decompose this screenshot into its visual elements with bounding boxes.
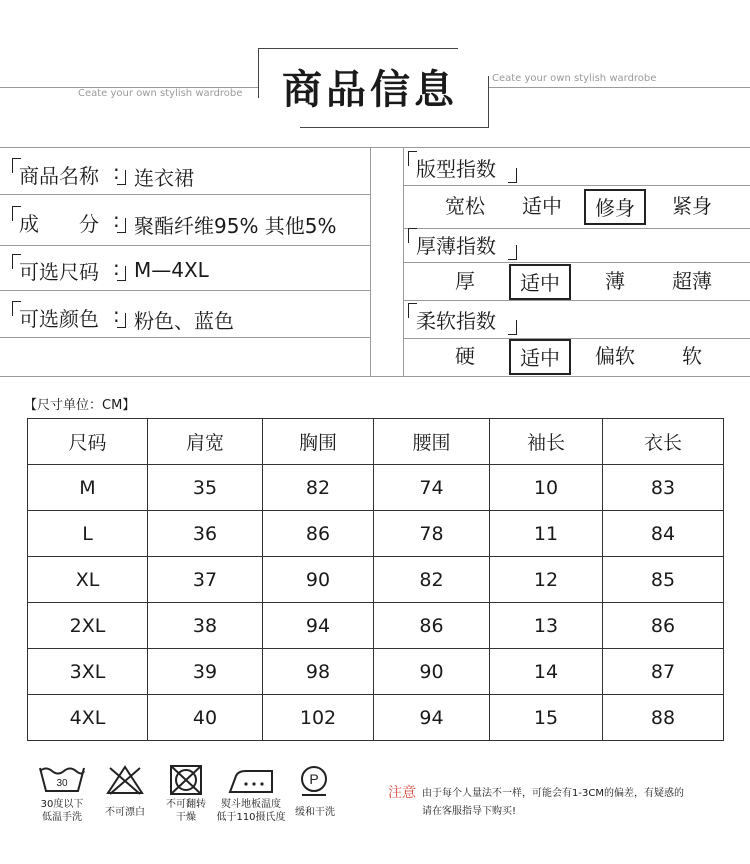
- table-cell: 86: [263, 511, 374, 557]
- table-header: 袖长: [490, 419, 603, 465]
- info-value: 连衣裙: [134, 166, 194, 190]
- index-rule: [403, 185, 750, 186]
- info-label: 可选尺码: [19, 260, 99, 284]
- info-label: 可选颜色: [19, 307, 99, 331]
- header-subtitle-right: Ceate your own stylish wardrobe: [492, 73, 657, 84]
- softness-option-hard: 硬: [455, 344, 475, 368]
- softness-option-very-soft: 软: [682, 344, 702, 368]
- table-cell: 38: [148, 603, 263, 649]
- table-header: 肩宽: [148, 419, 263, 465]
- info-row-rule: [0, 245, 370, 246]
- table-cell: 82: [263, 465, 374, 511]
- table-cell: 90: [263, 557, 374, 603]
- iron-low-icon: [226, 766, 278, 796]
- table-cell: 10: [490, 465, 603, 511]
- info-top-rule: [0, 147, 750, 148]
- softness-option-soft: 偏软: [595, 344, 635, 368]
- info-colon: :: [113, 160, 120, 184]
- table-header: 胸围: [263, 419, 374, 465]
- note-title: 注意: [388, 785, 416, 801]
- table-cell: 85: [603, 557, 724, 603]
- info-label: 成 分: [19, 212, 99, 236]
- table-cell: 12: [490, 557, 603, 603]
- table-row: [28, 465, 724, 511]
- table-header: 腰围: [374, 419, 490, 465]
- table-row: [28, 695, 724, 741]
- care-label: 不可翻转 干燥: [166, 799, 206, 823]
- svg-text:30: 30: [56, 778, 68, 789]
- info-colon: :: [113, 208, 120, 232]
- info-value: M—4XL: [134, 258, 209, 282]
- care-label: 缓和干洗: [295, 807, 335, 818]
- table-row: [28, 511, 724, 557]
- table-cell: 14: [490, 649, 603, 695]
- thickness-option-ultrathin: 超薄: [672, 269, 712, 293]
- fit-option-tight: 紧身: [672, 194, 712, 218]
- title-frame-left: [258, 48, 259, 98]
- note-line-1: 由于每个人量法不一样，可能会有1-3CM的偏差，有疑惑的: [422, 788, 684, 799]
- table-header: 尺码: [28, 419, 148, 465]
- info-row-rule: [0, 337, 370, 338]
- info-label: 商品名称: [19, 164, 99, 188]
- info-bottom-rule: [0, 376, 750, 377]
- table-cell: 94: [263, 603, 374, 649]
- table-header-row: [28, 419, 724, 465]
- svg-text:P: P: [309, 771, 319, 787]
- table-cell: 39: [148, 649, 263, 695]
- table-cell: 87: [603, 649, 724, 695]
- table-cell: 2XL: [28, 603, 148, 649]
- info-divider: [370, 147, 371, 376]
- info-value: 聚酯纤维95% 其他5%: [134, 214, 337, 238]
- table-cell: 88: [603, 695, 724, 741]
- index-label: 版型指数: [416, 157, 496, 181]
- page-title: 商品信息: [282, 67, 458, 113]
- table-row: [28, 649, 724, 695]
- table-row: [28, 603, 724, 649]
- info-row-rule: [0, 290, 370, 291]
- table-cell: XL: [28, 557, 148, 603]
- info-row-rule: [0, 194, 370, 195]
- care-label: 30度以下 低温手洗: [40, 799, 84, 823]
- dry-clean-p-icon: [297, 764, 331, 798]
- table-cell: 86: [374, 603, 490, 649]
- table-cell: 74: [374, 465, 490, 511]
- thickness-option-thick: 厚: [455, 269, 475, 293]
- index-rule: [403, 300, 750, 301]
- table-cell: 4XL: [28, 695, 148, 741]
- index-label: 柔软指数: [416, 309, 496, 333]
- size-table: [27, 418, 724, 741]
- index-rule: [403, 262, 750, 263]
- table-cell: 98: [263, 649, 374, 695]
- table-cell: L: [28, 511, 148, 557]
- table-cell: 90: [374, 649, 490, 695]
- table-cell: 94: [374, 695, 490, 741]
- table-cell: 35: [148, 465, 263, 511]
- no-tumble-dry-icon: [168, 764, 204, 796]
- table-cell: 13: [490, 603, 603, 649]
- header-rule-right: [488, 87, 750, 88]
- table-cell: 37: [148, 557, 263, 603]
- fit-option-loose: 宽松: [445, 194, 485, 218]
- softness-option-regular-selected: 适中: [509, 339, 571, 375]
- title-frame-right: [488, 76, 489, 128]
- care-label: 熨斗地板温度 低于110摄氏度: [216, 799, 286, 823]
- info-colon: :: [113, 256, 120, 280]
- thickness-option-regular-selected: 适中: [509, 264, 571, 300]
- fit-option-slim-selected: 修身: [584, 189, 646, 225]
- table-cell: 40: [148, 695, 263, 741]
- table-cell: 11: [490, 511, 603, 557]
- title-frame-top: [258, 48, 458, 49]
- table-cell: 82: [374, 557, 490, 603]
- table-cell: 86: [603, 603, 724, 649]
- table-cell: M: [28, 465, 148, 511]
- table-cell: 3XL: [28, 649, 148, 695]
- info-value: 粉色、蓝色: [134, 309, 234, 333]
- size-unit-label: 【尺寸单位：CM】: [24, 398, 136, 413]
- table-cell: 15: [490, 695, 603, 741]
- table-cell: 78: [374, 511, 490, 557]
- table-cell: 83: [603, 465, 724, 511]
- note-line-2: 请在客服指导下购买!: [422, 806, 517, 817]
- thickness-option-thin: 薄: [605, 269, 625, 293]
- no-bleach-icon: [106, 764, 144, 796]
- table-row: [28, 557, 724, 603]
- care-label: 不可漂白: [105, 807, 145, 818]
- table-cell: 102: [263, 695, 374, 741]
- fit-option-regular: 适中: [522, 194, 562, 218]
- table-cell: 36: [148, 511, 263, 557]
- wash-30-icon: [37, 762, 87, 794]
- table-header: 衣长: [603, 419, 724, 465]
- index-rule: [403, 228, 750, 229]
- title-frame-bottom: [300, 127, 489, 128]
- header-subtitle-left: Ceate your own stylish wardrobe: [78, 88, 243, 99]
- table-cell: 84: [603, 511, 724, 557]
- info-colon: :: [113, 303, 120, 327]
- index-label: 厚薄指数: [416, 234, 496, 258]
